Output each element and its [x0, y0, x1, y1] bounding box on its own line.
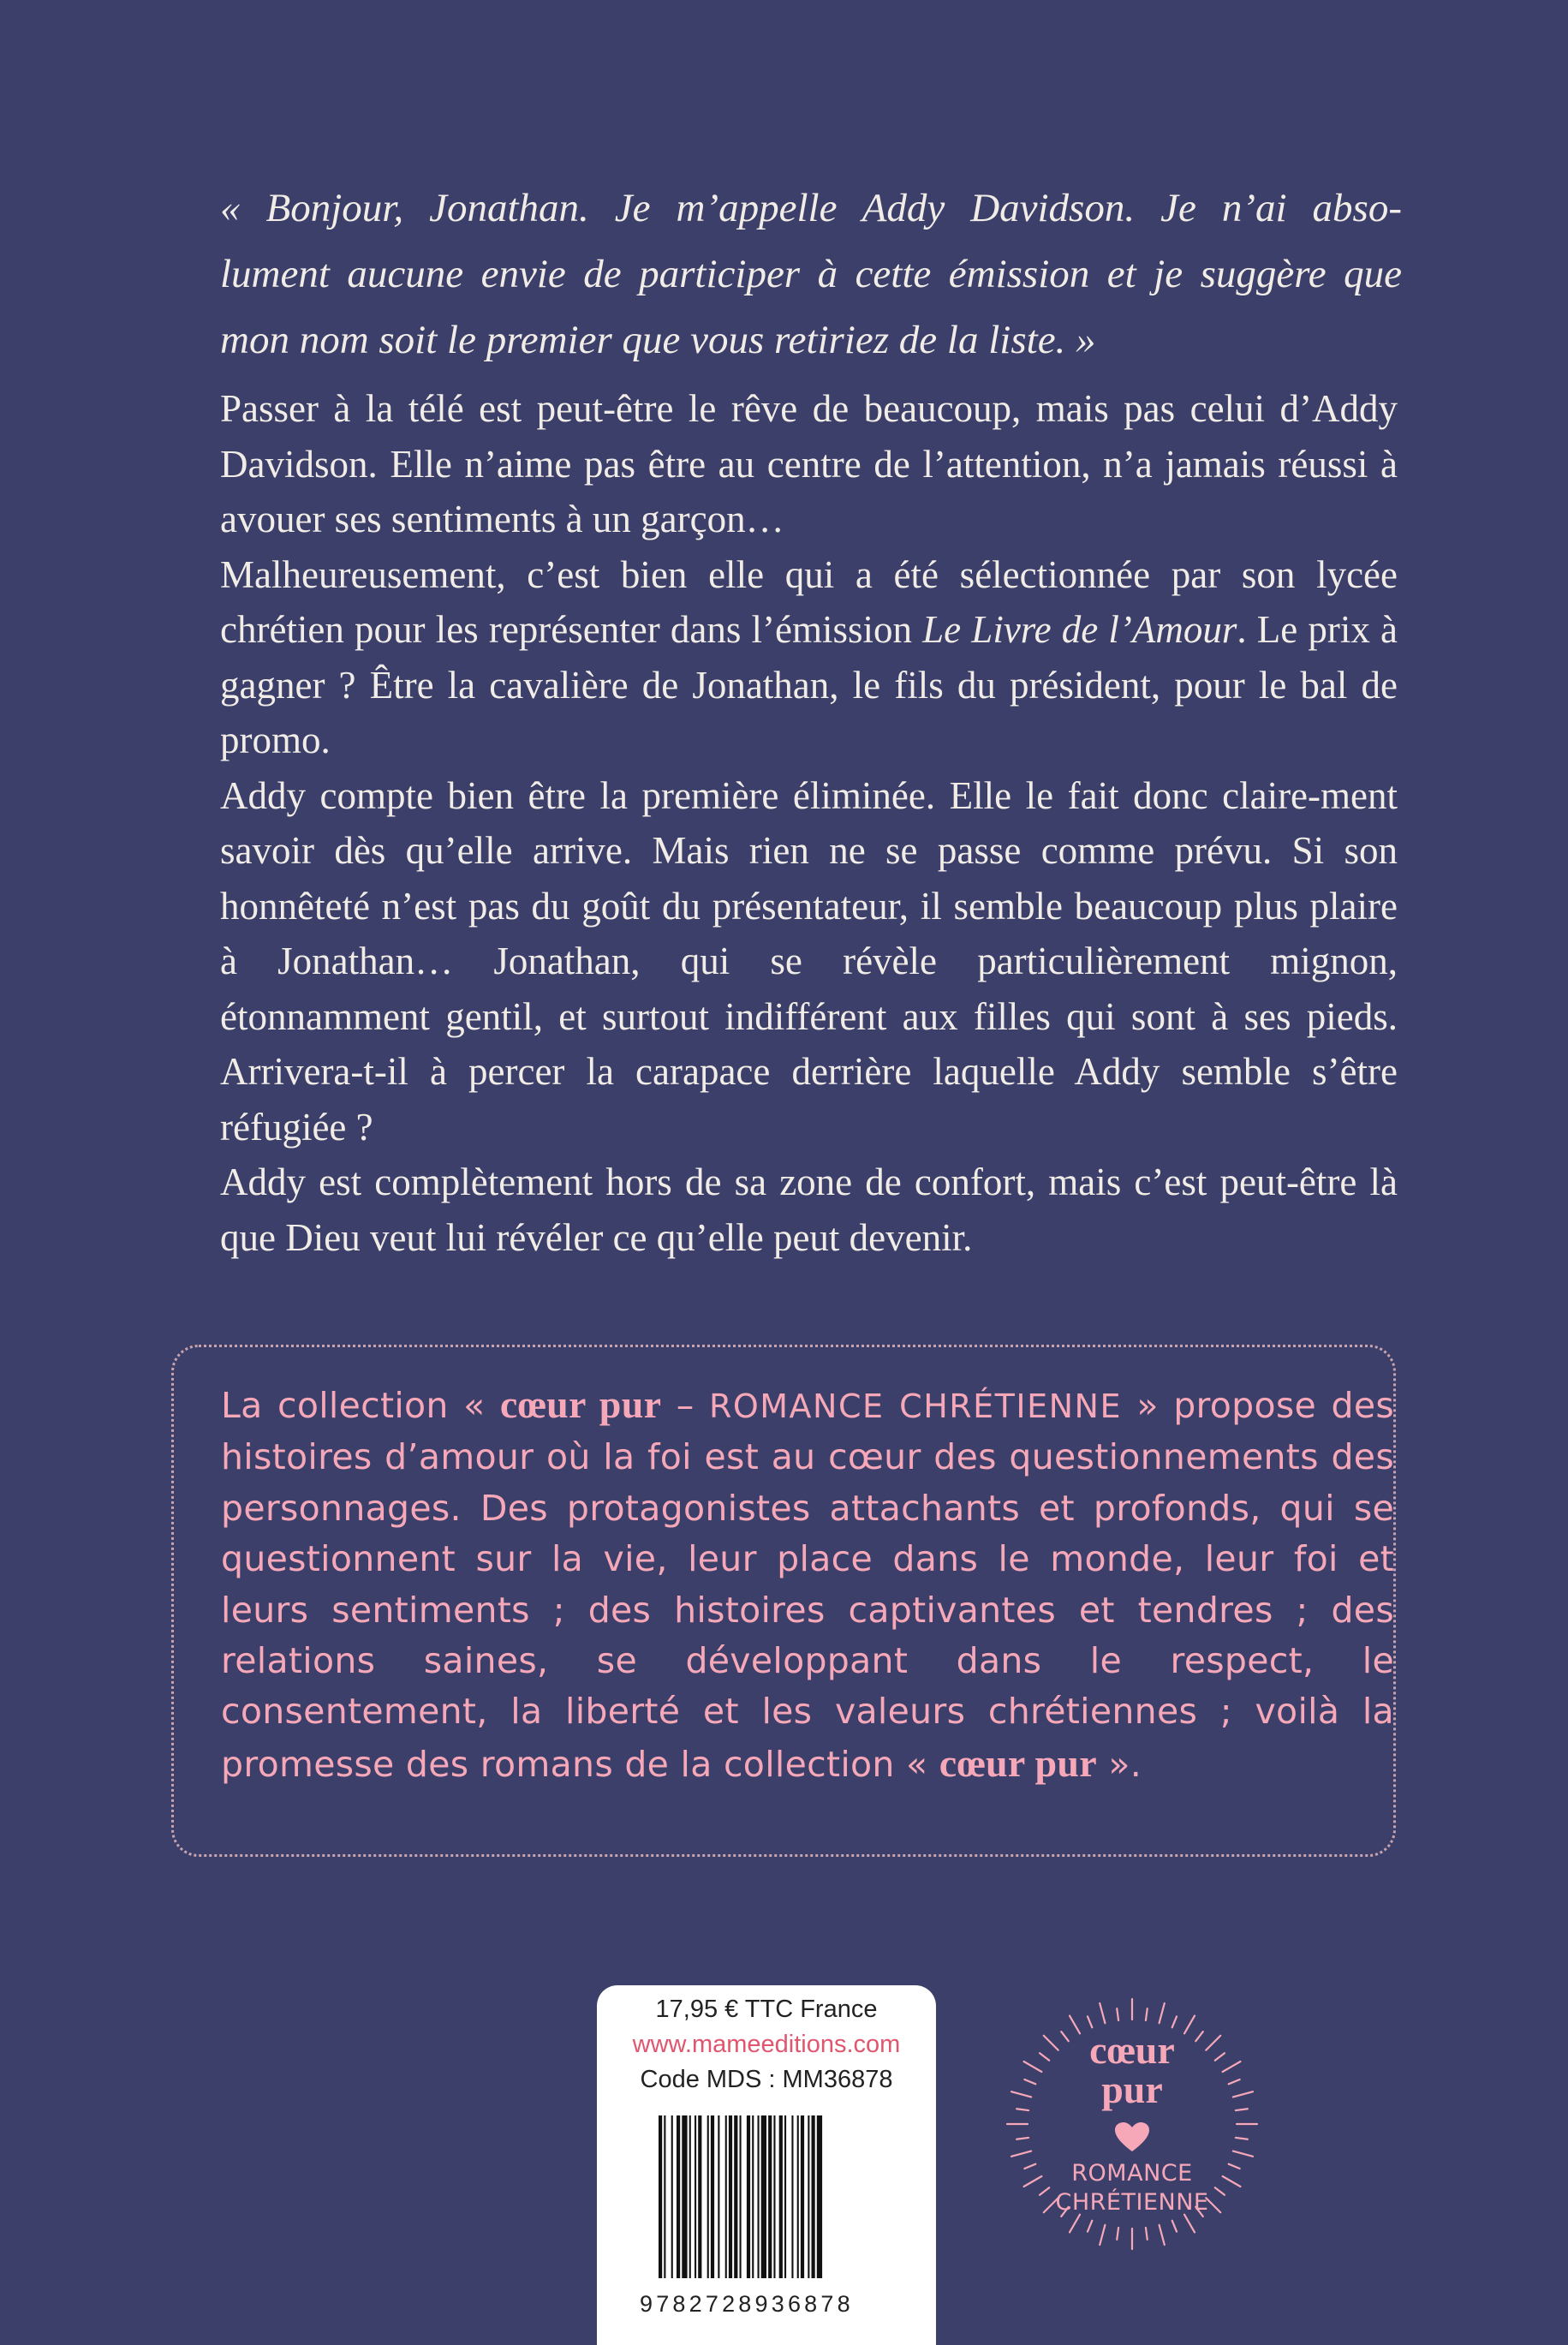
barcode-bar — [740, 2115, 742, 2278]
collection-text: La collection « — [221, 1385, 500, 1426]
barcode-bar — [671, 2115, 673, 2278]
barcode-bar — [664, 2115, 665, 2278]
synopsis-paragraph — [220, 381, 1398, 547]
barcode-bar — [761, 2115, 766, 2278]
price-label: 17,95 € TTC France — [655, 1996, 878, 2023]
sunburst-ray — [1017, 2138, 1028, 2139]
barcode-bar — [747, 2115, 750, 2278]
sunburst-ray — [1100, 2225, 1105, 2245]
barcode-bar — [791, 2115, 793, 2278]
sunburst-ray — [1011, 2151, 1031, 2157]
barcode-bar — [734, 2115, 737, 2278]
show-title: Le Livre de l’Amour — [922, 608, 1237, 651]
heart-icon — [1115, 2122, 1149, 2153]
sunburst-ray — [1184, 2215, 1195, 2233]
synopsis-paragraph-text: Malheureusement, c’est bien elle qui a été sélectionnée par son lycée chrétien pour les représenter dans l’émission — [220, 552, 1398, 651]
sunburst-ray — [1160, 2003, 1165, 2023]
barcode-bar — [801, 2115, 804, 2278]
barcode-bar — [758, 2115, 760, 2278]
product-code: Code MDS : MM36878 — [640, 2066, 893, 2093]
collection-text: propose des histoires d’amour où la foi est au cœur des questionnements des personnages. Des protagonistes attachants et profonds, qui se questionnent sur la vie, leur place dans le monde, leur foi et leurs sentiments ; des histoires captivantes et tendres ; des relations saines, se développant dans le respect, le consentement, la liberté et les valeurs chrétiennes ; voilà la promesse des romans de la collection « — [221, 1385, 1395, 1785]
barcode-bar — [817, 2115, 822, 2278]
synopsis — [220, 381, 1398, 1265]
price-card — [597, 1985, 936, 2345]
logo-word: pur — [1101, 2068, 1163, 2111]
collection-text: – — [661, 1385, 709, 1426]
sunburst-ray — [1088, 2221, 1092, 2232]
collection-text: ». — [1097, 1743, 1142, 1785]
barcode-bar — [768, 2115, 772, 2278]
barcode-icon — [659, 2115, 881, 2291]
barcode-bar — [752, 2115, 754, 2278]
barcode-bar — [808, 2115, 809, 2278]
sunburst-ray — [1117, 2008, 1118, 2020]
synopsis-paragraph — [220, 768, 1398, 1155]
barcode-bar — [729, 2115, 732, 2278]
collection-description — [221, 1379, 1394, 1790]
synopsis-paragraph-text: Addy compte bien être la première éliminée. Elle le fait donc claire-ment savoir dès qu’elle arrive. Mais rien ne se passe comme prévu. Si son honnêteté n’est pas du goût du présentateur, il semble beaucoup plus plaire à Jonathan… Jonathan, qui se révèle particulièrement mignon, étonnamment gentil, et surtout indifférent aux filles qui sont à ses pieds. Arrivera-t-il à percer la carapace derrière laquelle Addy semble s’être réfugiée ? — [220, 773, 1398, 1149]
barcode-bar — [812, 2115, 815, 2278]
synopsis-paragraph-text: . Le prix à gagner ? Être la cavalière de Jonathan, le fils du président, pour le bal de promo. — [220, 608, 1398, 761]
quote-line: « Bonjour, Jonathan. Je m’appelle Addy Davidson. Je n’ai abso- — [220, 186, 1402, 230]
publisher-website: www.mameeditions.com — [632, 2031, 901, 2058]
isbn-digits: 9782728936878 — [640, 2291, 854, 2317]
sunburst-ray — [1233, 2151, 1253, 2157]
sunburst-ray — [1117, 2228, 1118, 2240]
sunburst-ray — [1146, 2228, 1148, 2240]
barcode-bar — [725, 2115, 727, 2278]
sunburst-ray — [1070, 2215, 1080, 2233]
barcode-bar — [707, 2115, 709, 2278]
barcode-bar — [659, 2115, 662, 2278]
synopsis-paragraph — [220, 1155, 1398, 1265]
opening-quote — [220, 176, 1402, 373]
barcode-bar — [689, 2115, 691, 2278]
barcode-bar — [784, 2115, 786, 2278]
barcode-bar — [773, 2115, 775, 2278]
sunburst-ray — [1088, 2016, 1092, 2027]
collection-brand: cœur pur — [939, 1740, 1098, 1785]
barcode-bar — [718, 2115, 719, 2278]
barcode-bar — [682, 2115, 687, 2278]
sunburst-ray — [1160, 2225, 1165, 2245]
coeur-pur-logo — [1004, 1996, 1261, 2253]
barcode-bar — [698, 2115, 701, 2278]
sunburst-ray — [1172, 2221, 1177, 2232]
logo-subtitle: CHRÉTIENNE — [1055, 2189, 1209, 2216]
sunburst-ray — [1146, 2008, 1148, 2020]
sunburst-ray — [1172, 2016, 1177, 2027]
logo-word: cœur — [1089, 2028, 1175, 2072]
barcode-bar — [711, 2115, 714, 2278]
sunburst-ray — [1100, 2003, 1105, 2023]
sunburst-ray — [1236, 2138, 1248, 2139]
quote-line: lument aucune envie de participer à cette émission et je suggère que — [220, 252, 1402, 296]
barcode-bar — [677, 2115, 680, 2278]
logo-subtitle: ROMANCE — [1071, 2160, 1193, 2187]
synopsis-paragraph — [220, 547, 1398, 768]
synopsis-paragraph-text: Passer à la télé est peut-être le rêve de beaucoup, mais pas celui d’Addy Davidson. Elle n’aime pas être au centre de l’attention, n’a jamais réussi à avouer ses sentiments à un garçon… — [220, 387, 1398, 540]
collection-brand: cœur pur — [499, 1382, 662, 1426]
synopsis-paragraph-text: Addy est complètement hors de sa zone de confort, mais c’est peut-être là que Dieu veut lui révéler ce qu’elle peut devenir. — [220, 1161, 1398, 1259]
collection-subtitle: ROMANCE CHRÉTIENNE — [708, 1387, 1122, 1425]
barcode-bar — [779, 2115, 783, 2278]
collection-text: » — [1121, 1385, 1159, 1426]
quote-line: mon nom soit le premier que vous retiriez de la liste. » — [220, 318, 1096, 362]
barcode-bar — [695, 2115, 696, 2278]
barcode-bar — [797, 2115, 799, 2278]
